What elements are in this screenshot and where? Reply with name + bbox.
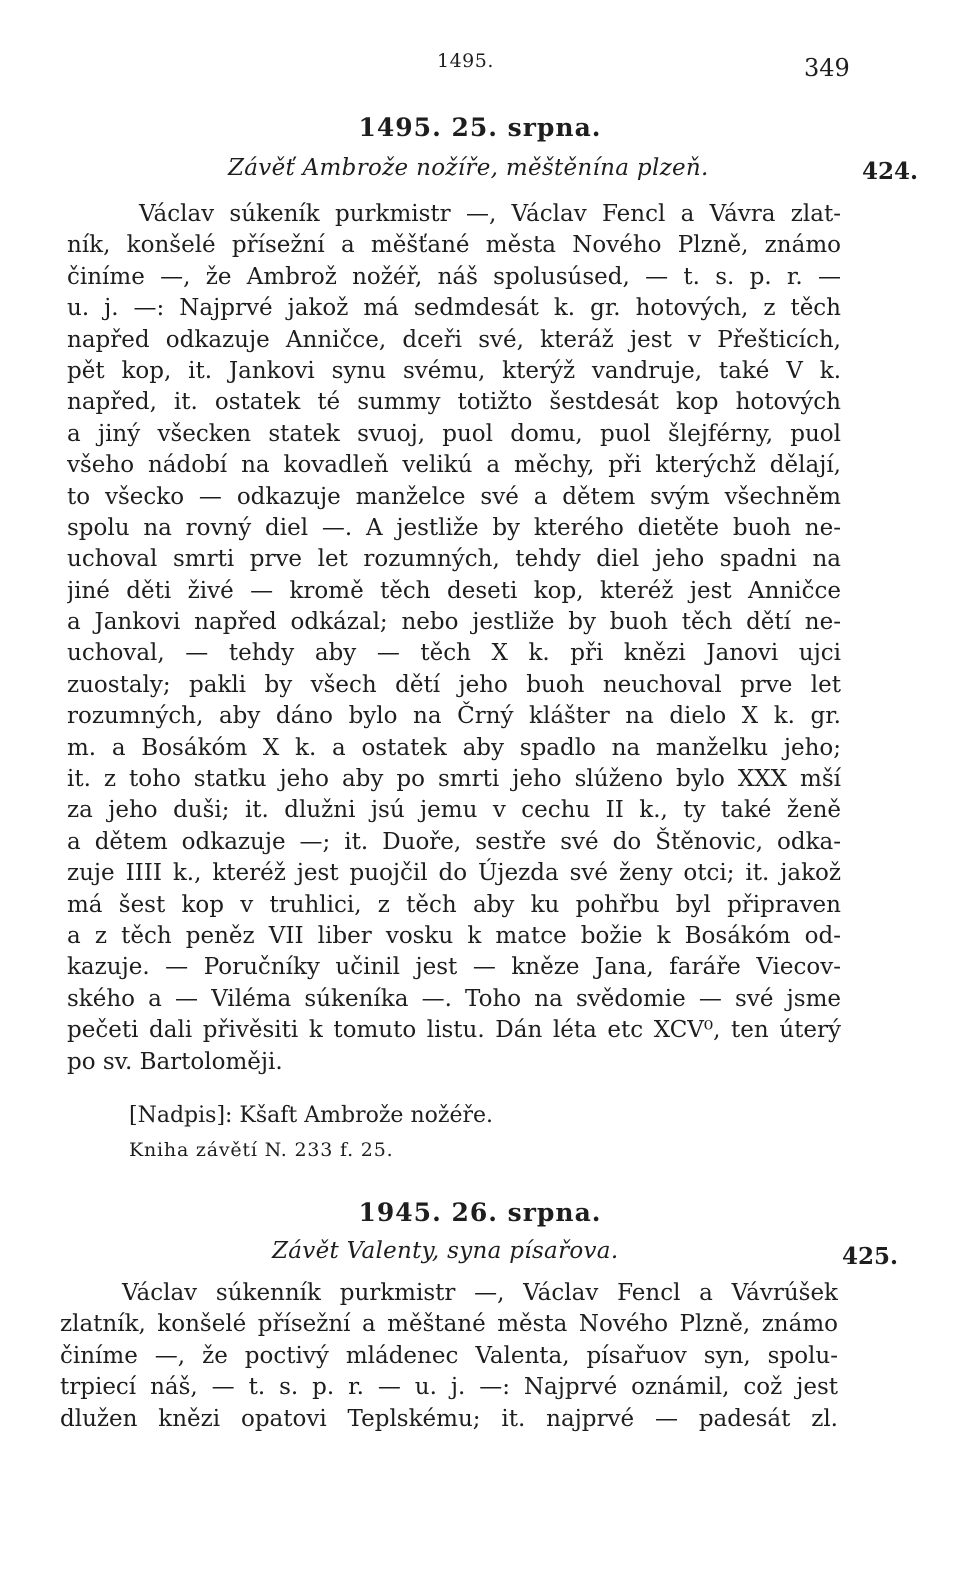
archive-reference: Kniha závětí N. 233 f. 25. [129,1139,394,1161]
entry-date-heading: 1495. 25. srpna. [358,113,602,142]
text-line: zuostaly; pakli by všech dětí jeho buoh neuchoval prve let [67,671,841,698]
text-line: zuje IIII k., kteréž jest puojčil do Újezda své ženy otci; it. jakož [67,860,841,887]
entry-body [67,199,841,1078]
text-line: napřed, it. ostatek té summy totižto šestdesát kop hotových [67,389,841,416]
text-line: u. j. —: Najprvé jakož má sedmdesát k. gr. hotových, z těch [67,295,841,322]
page-number: 349 [804,54,850,82]
text-line: uchoval, — tehdy aby — těch X k. při knězi Janovi ujci [67,640,841,667]
text-line: za jeho duši; it. dlužni jsú jemu v cechu II k., ty také ženě [67,797,841,824]
text-line: Václav súkenník purkmistr —, Václav Fencl a Vávrúšek [122,1280,838,1306]
text-line: a Jankovi napřed odkázal; nebo jestliže by buoh těch dětí ne- [67,609,841,636]
running-head: 1495. [437,50,494,72]
text-line: jiné děti živé — kromě těch deseti kop, kteréž jest Anničce [67,577,841,604]
text-line: Václav súkeník purkmistr —, Václav Fencl a Vávra zlat- [139,201,841,227]
entry-body [60,1278,838,1435]
text-line: má šest kop v truhlici, z těch aby ku pohřbu byl připraven [67,891,841,918]
entry-number: 424. [862,158,919,185]
text-line: to všecko — odkazuje manželce své a dětem svým všechněm [67,483,841,510]
text-line: napřed odkazuje Anničce, dceři své, kteráž jest v Přešticích, [67,326,841,353]
text-line: činíme —, že poctivý mládenec Valenta, písařuov syn, spolu- [60,1342,838,1369]
entry-title: Závět Valenty, syna písařova. [272,1238,619,1264]
text-line: a z těch peněz VII liber vosku k matce božie k Bosákóm od- [67,922,841,949]
text-line: všeho nádobí na kovadleň velikú a měchy, při kterýchž dělají, [67,452,841,479]
heading-note: [Nadpis]: Kšaft Ambrože nožéře. [129,1103,493,1128]
entry-number: 425. [842,1243,899,1270]
text-line: a dětem odkazuje —; it. Duoře, sestře své do Štěnovic, odka- [67,828,841,855]
text-line: uchoval smrti prve let rozumných, tehdy diel jeho spadni na [67,546,841,573]
text-line: pečeti dali přivěsiti k tomuto listu. Dán léta etc XCV⁰, ten úterý [67,1017,841,1044]
text-line: trpiecí náš, — t. s. p. r. — u. j. —: Najprvé oznámil, což jest [60,1374,838,1401]
text-line: ník, konšelé přísežní a měšťané města Nového Plzně, známo [67,232,841,259]
text-line: kazuje. — Poručníky učinil jest — kněze Jana, faráře Viecov- [67,954,841,981]
text-line: it. z toho statku jeho aby po smrti jeho slúženo bylo XXX mší [67,766,841,793]
entry-date-heading: 1945. 26. srpna. [358,1198,602,1227]
text-line: činíme —, že Ambrož nožéř, náš spolusúsed, — t. s. p. r. — [67,263,841,290]
text-line: po sv. Bartoloměji. [67,1048,283,1075]
text-line: m. a Bosákóm X k. a ostatek aby spadlo na manželku jeho; [67,734,841,761]
text-line: rozumných, aby dáno bylo na Črný klášter na dielo X k. gr. [67,703,841,730]
entry-title: Závěť Ambrože nožíře, měštěnína plzeň. [228,155,709,181]
text-line: spolu na rovný diel —. A jestliže by kterého dietěte buoh ne- [67,514,841,541]
text-line: a jiný všecken statek svuoj, puol domu, puol šlejférny, puol [67,420,841,447]
text-line: ského a — Viléma súkeníka —. Toho na svědomie — své jsme [67,985,841,1012]
text-line: dlužen knězi opatovi Teplskému; it. najprvé — padesát zl. [60,1405,838,1432]
text-line: pět kop, it. Jankovi synu svému, kterýž vandruje, také V k. [67,357,841,384]
text-line: zlatník, konšelé přísežní a měštané města Nového Plzně, známo [60,1311,838,1338]
